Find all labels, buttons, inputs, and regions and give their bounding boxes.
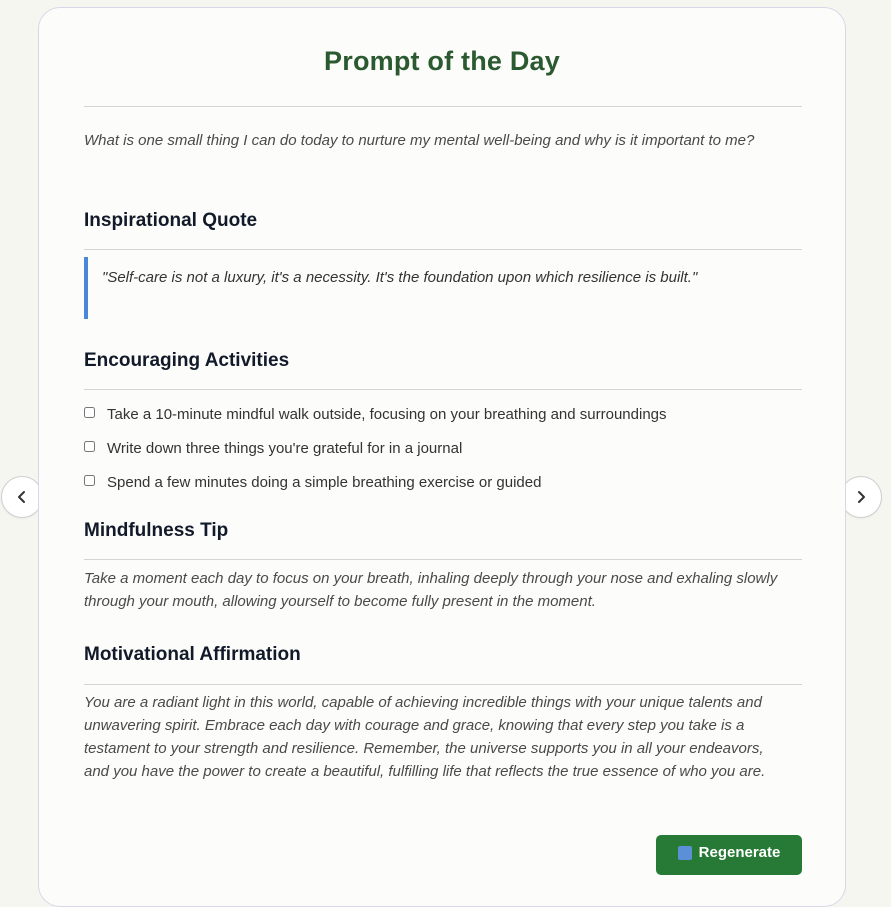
prompt-text: What is one small thing I can do today to nurture my mental well-being and why is it important to me?	[84, 132, 755, 149]
next-button[interactable]	[840, 476, 882, 518]
mindfulness-divider	[84, 559, 802, 560]
regenerate-button[interactable]	[656, 835, 802, 875]
previous-button[interactable]	[1, 476, 43, 518]
affirmation-divider	[84, 684, 802, 685]
chevron-right-icon	[854, 490, 868, 504]
page-title: Prompt of the Day	[324, 46, 560, 76]
quote-block	[84, 257, 798, 319]
activity-checkbox[interactable]	[84, 475, 95, 486]
activity-label: Write down three things you're grateful for in a journal	[107, 439, 463, 457]
quote-heading: Inspirational Quote	[84, 210, 258, 231]
activity-label: Spend a few minutes doing a simple breathing exercise or guided	[107, 473, 542, 491]
activities-heading: Encouraging Activities	[84, 350, 290, 371]
affirmation-heading: Motivational Affirmation	[84, 644, 301, 665]
activity-checkbox[interactable]	[84, 441, 95, 452]
activities-divider	[84, 389, 802, 390]
activity-item[interactable]	[84, 397, 802, 431]
activity-item[interactable]	[84, 465, 802, 499]
activity-label: Take a 10-minute mindful walk outside, focusing on your breathing and surroundings	[107, 405, 667, 423]
mindfulness-text: Take a moment each day to focus on your breath, inhaling deeply through your nose and exhaling slowly through your mouth, allowing yourself to become fully present in the moment.	[84, 570, 778, 610]
quote-divider	[84, 249, 802, 250]
prompt-card	[38, 7, 846, 907]
affirmation-text: You are a radiant light in this world, capable of achieving incredible things with your unique talents and unwavering spirit. Embrace each day with courage and grace, knowing that every step you take is a testament to your strength and resilience. Remember, the universe supports you in all your endeavors, and you have the power to create a beautiful, fulfilling life that reflects the true essence of who you are.	[84, 694, 766, 780]
activity-checkbox[interactable]	[84, 407, 95, 418]
activity-item[interactable]	[84, 431, 802, 465]
refresh-icon	[678, 846, 692, 860]
quote-text: "Self-care is not a luxury, it's a necessity. It's the foundation upon which resilience is built."	[102, 269, 698, 286]
activity-list	[84, 397, 802, 499]
regenerate-label: Regenerate	[698, 844, 781, 861]
chevron-left-icon	[15, 490, 29, 504]
mindfulness-heading: Mindfulness Tip	[84, 520, 229, 541]
title-divider	[84, 106, 802, 107]
